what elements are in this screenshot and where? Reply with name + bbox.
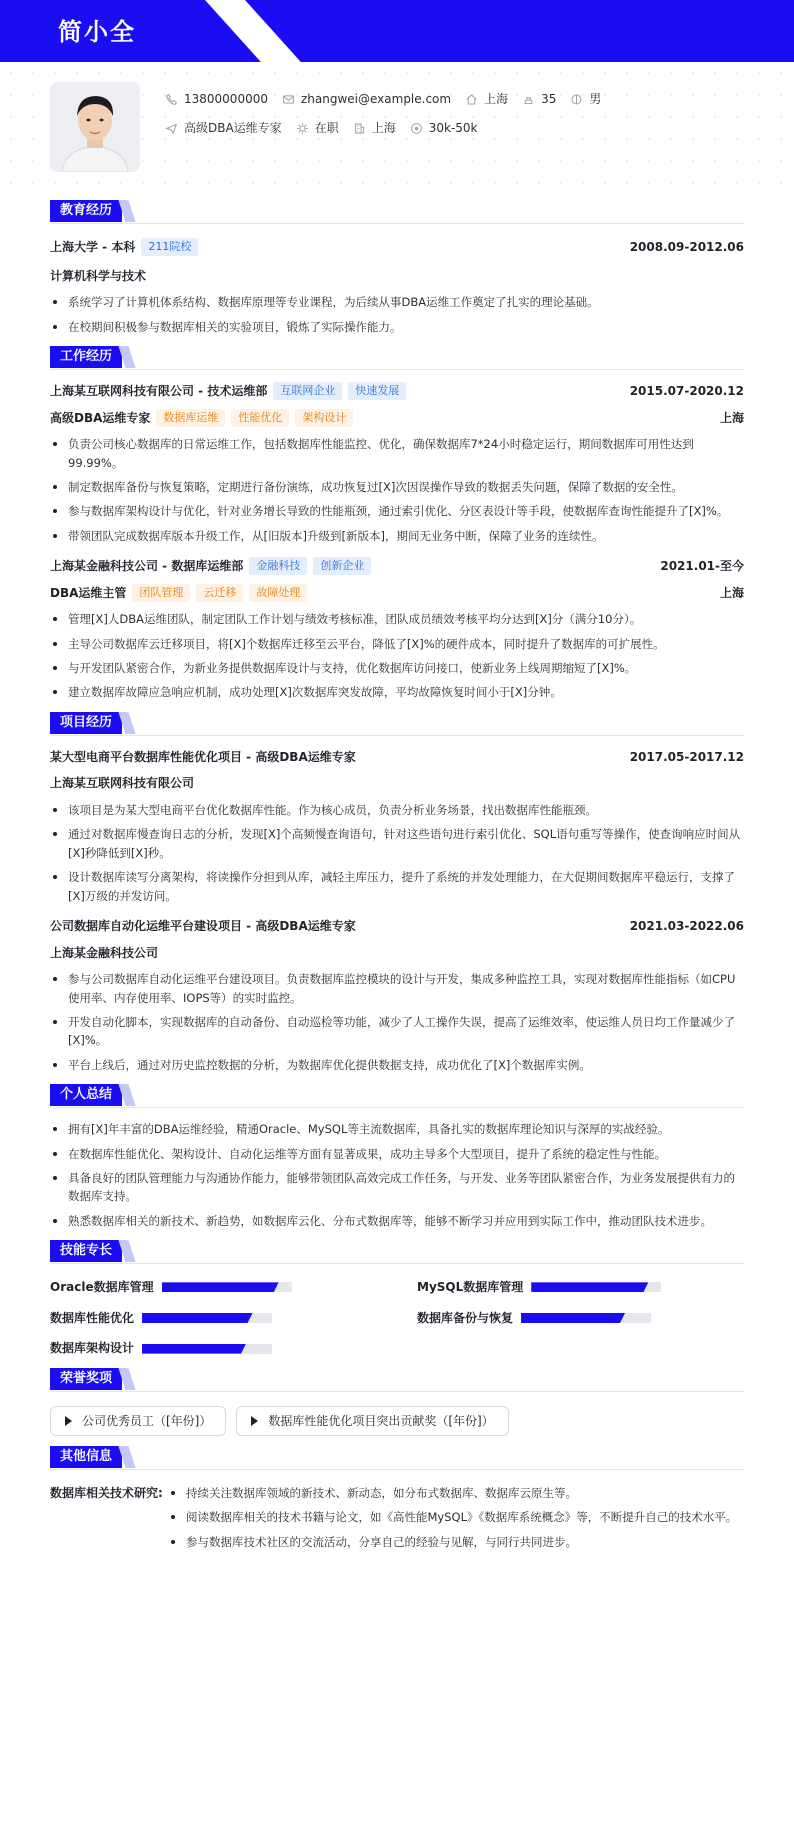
work-entry: [50, 557, 744, 702]
skill-item: [417, 1309, 744, 1328]
location-text: 上海: [484, 92, 509, 106]
list-item: 参与数据库架构设计与优化，针对业务增长导致的性能瓶颈，通过索引优化、分区表设计等手段，使数据库查询性能提升了[X]%。: [50, 502, 744, 520]
work-company-row: [50, 382, 744, 401]
work-date: 2021.01-至今: [660, 559, 744, 574]
list-item: 阅读数据库相关的技术书籍与论文，如《高性能MySQL》《数据库系统概念》等，不断提升自己的技术水平。: [168, 1508, 737, 1526]
skill-item: [417, 1278, 744, 1297]
education-header-row: [50, 238, 744, 257]
list-item: 在数据库性能优化、架构设计、自动化运维等方面有显著成果，成功主导多个大型项目，提升了系统的稳定性与性能。: [50, 1145, 744, 1163]
list-item: 具备良好的团队管理能力与沟通协作能力，能够带领团队高效完成工作任务，与开发、业务等团队紧密合作，为业务发展提供有力的数据库支持。: [50, 1169, 744, 1206]
company-tag: 快速发展: [348, 382, 406, 400]
triangle-icon: [251, 1416, 258, 1426]
salary-item: [410, 119, 478, 138]
list-item: 参与数据库技术社区的交流活动，分享自己的经验与见解，与同行共同进步。: [168, 1533, 737, 1551]
gender-item: [570, 90, 601, 109]
honors-section: [0, 1368, 794, 1436]
summary-bullets: [50, 1120, 744, 1230]
work-bullets: [50, 610, 744, 702]
company-tag: 互联网企业: [273, 382, 342, 400]
role-name: 高级DBA运维专家: [50, 410, 151, 425]
email-text: zhangwei@example.com: [300, 92, 452, 106]
list-item: 与开发团队紧密合作，为新业务提供数据库设计与支持，优化数据库访问接口，使新业务上线周期缩短了[X]%。: [50, 659, 744, 677]
candidate-name: 简小全: [58, 18, 136, 46]
skill-bar-fill: [142, 1313, 253, 1323]
phone-item: [165, 90, 268, 109]
email-item: [282, 90, 451, 109]
list-item: 建立数据库故障应急响应机制，成功处理[X]次数据库突发故障，平均故障恢复时间小于[X]分钟。: [50, 683, 744, 701]
skill-name: Oracle数据库管理: [50, 1280, 154, 1295]
list-item: 负责公司核心数据库的日常运维工作，包括数据库性能监控、优化，确保数据库7*24小时稳定运行，期间数据库可用性达到99.99%。: [50, 435, 744, 472]
list-item: 开发自动化脚本，实现数据库的自动备份、自动巡检等功能，减少了人工操作失误，提高了运维效率，使运维人员日均工作量减少了[X]%。: [50, 1013, 744, 1050]
project-bullets: [50, 801, 744, 905]
skills-grid: [50, 1278, 744, 1358]
education-section: [0, 200, 794, 336]
skill-name: 数据库备份与恢复: [417, 1310, 514, 1325]
list-item: 带领团队完成数据库版本升级工作，从[旧版本]升级到[新版本]，期间无业务中断，保障了业务的连续性。: [50, 527, 744, 545]
role-tag: 团队管理: [132, 584, 190, 602]
honors-title: 荣誉奖项: [50, 1368, 122, 1390]
projects-heading: [50, 712, 744, 736]
summary-heading: [50, 1084, 744, 1108]
triangle-icon: [65, 1416, 72, 1426]
work-role-row: [50, 409, 744, 428]
gender-icon: [570, 93, 583, 106]
company-tag: 创新企业: [313, 557, 371, 575]
project-title: 某大型电商平台数据库性能优化项目 - 高级DBA运维专家: [50, 749, 356, 764]
projects-section: [0, 712, 794, 1074]
role-tag: 数据库运维: [156, 409, 225, 427]
avatar: [50, 82, 140, 172]
project-date: 2021.03-2022.06: [629, 919, 744, 933]
award-item: [50, 1406, 226, 1436]
age-item: [522, 90, 556, 109]
major-row: [50, 267, 744, 286]
other-section: [0, 1446, 794, 1557]
award-item: [236, 1406, 508, 1436]
age-icon: [522, 93, 535, 106]
other-heading: [50, 1446, 744, 1470]
gender-text: 男: [589, 92, 602, 106]
skill-bar-fill: [142, 1344, 246, 1354]
company-name: 上海某互联网科技有限公司 - 技术运维部: [50, 383, 268, 398]
projects-title: 项目经历: [50, 712, 122, 734]
work-date: 2015.07-2020.12: [629, 383, 744, 398]
age-text: 35: [541, 92, 557, 106]
skill-bar-fill: [162, 1282, 279, 1292]
project-bullets: [50, 970, 744, 1074]
skill-name: 数据库性能优化: [50, 1310, 135, 1325]
work-company-row: [50, 557, 744, 576]
education-bullets: [50, 293, 744, 336]
honors-heading: [50, 1368, 744, 1392]
profile-header: [0, 62, 794, 190]
project-entry: [50, 748, 744, 905]
summary-title: 个人总结: [50, 1084, 122, 1106]
role-tag: 性能优化: [231, 409, 289, 427]
education-title: 教育经历: [50, 200, 122, 222]
header-banner: [0, 0, 794, 62]
work-bullets: [50, 435, 744, 545]
award-label: 数据库性能优化项目突出贡献奖（[年份]）: [268, 1413, 494, 1428]
project-entry: [50, 917, 744, 1074]
summary-section: [0, 1084, 794, 1230]
list-item: 平台上线后，通过对历史监控数据的分析，为数据库优化提供数据支持，成功优化了[X]个数据库实例。: [50, 1056, 744, 1074]
school-name: 上海大学 - 本科: [50, 240, 136, 254]
position-item: [165, 119, 282, 138]
skill-item: [50, 1278, 377, 1297]
skill-bar: [142, 1313, 272, 1323]
list-item: 持续关注数据库领域的新技术、新动态，如分布式数据库、数据库云原生等。: [168, 1484, 737, 1502]
skills-title: 技能专长: [50, 1240, 122, 1262]
project-title-row: [50, 748, 744, 767]
salary-text: 30k-50k: [428, 121, 478, 135]
skill-bar-fill: [521, 1313, 625, 1323]
send-icon: [165, 122, 178, 135]
list-item: 主导公司数据库云迁移项目，将[X]个数据库迁移至云平台，降低了[X]%的硬件成本，同时提升了数据库的可扩展性。: [50, 635, 744, 653]
work-city: 上海: [719, 585, 744, 600]
project-org-row: [50, 944, 744, 963]
list-item: 系统学习了计算机体系结构、数据库原理等专业课程，为后续从事DBA运维工作奠定了扎实的理论基础。: [50, 293, 744, 311]
list-item: 参与公司数据库自动化运维平台建设项目。负责数据库监控模块的设计与开发，集成多种监控工具，实现对数据库性能指标（如CPU使用率、内存使用率、IOPS等）的实时监控。: [50, 970, 744, 1007]
company-name: 上海某金融科技公司 - 数据库运维部: [50, 559, 244, 574]
school-tag: 211院校: [141, 238, 198, 256]
location-item: [465, 90, 508, 109]
skill-bar-fill: [531, 1282, 648, 1292]
list-item: 制定数据库备份与恢复策略，定期进行备份演练，成功恢复过[X]次因误操作导致的数据丢失问题，保障了数据的安全性。: [50, 478, 744, 496]
status-text: 在职: [314, 121, 339, 135]
list-item: 管理[X]人DBA运维团队，制定团队工作计划与绩效考核标准，团队成员绩效考核平均分达到[X]分（满分10分）。: [50, 610, 744, 628]
other-content: [50, 1484, 744, 1557]
skill-bar: [531, 1282, 661, 1292]
project-title: 公司数据库自动化运维平台建设项目 - 高级DBA运维专家: [50, 919, 356, 933]
major: 计算机科学与技术: [50, 268, 147, 283]
skill-name: 数据库架构设计: [50, 1341, 135, 1356]
status-item: [296, 119, 339, 138]
status-icon: [296, 122, 309, 135]
skill-name: MySQL数据库管理: [417, 1280, 524, 1295]
project-org-row: [50, 774, 744, 793]
skill-bar: [142, 1344, 272, 1354]
role-tag: 云迁移: [196, 584, 243, 602]
salary-icon: [410, 122, 423, 135]
list-item: 拥有[X]年丰富的DBA运维经验，精通Oracle、MySQL等主流数据库，具备扎实的数据库理论知识与深厚的实战经验。: [50, 1120, 744, 1138]
skill-bar: [521, 1313, 651, 1323]
work-title: 工作经历: [50, 346, 122, 368]
home-icon: [465, 93, 478, 106]
list-item: 设计数据库读写分离架构，将读操作分担到从库，减轻主库压力，提升了系统的并发处理能力，在大促期间数据库平稳运行，支撑了[X]万级的并发访问。: [50, 868, 744, 905]
company-tag: 金融科技: [249, 557, 307, 575]
contact-row-2: [165, 119, 492, 138]
role-tag: 故障处理: [249, 584, 307, 602]
education-date: 2008.09-2012.06: [629, 240, 744, 254]
other-label: 数据库相关技术研究:: [50, 1485, 163, 1500]
skills-section: [0, 1240, 794, 1358]
project-date: 2017.05-2017.12: [629, 749, 744, 764]
work-section: [0, 346, 794, 702]
list-item: 该项目是为某大型电商平台优化数据库性能。作为核心成员，负责分析业务场景，找出数据库性能瓶颈。: [50, 801, 744, 819]
skill-bar: [162, 1282, 292, 1292]
award-label: 公司优秀员工（[年份]）: [82, 1413, 212, 1428]
project-org: 上海某金融科技公司: [50, 945, 159, 960]
awards-list: [50, 1406, 744, 1436]
phone-icon: [165, 93, 178, 106]
building-icon: [353, 122, 366, 135]
email-icon: [282, 93, 295, 106]
project-title-row: [50, 917, 744, 936]
contact-row-1: [165, 90, 615, 109]
education-heading: [50, 200, 744, 224]
work-heading: [50, 346, 744, 370]
skills-heading: [50, 1240, 744, 1264]
role-tag: 架构设计: [295, 409, 353, 427]
phone-text: 13800000000: [184, 92, 268, 106]
work-role-row: [50, 584, 744, 603]
other-bullets: [168, 1484, 737, 1557]
list-item: 通过对数据库慢查询日志的分析，发现[X]个高频慢查询语句，针对这些语句进行索引优化、SQL语句重写等操作，使查询响应时间从[X]秒降低到[X]秒。: [50, 825, 744, 862]
project-org: 上海某互联网科技有限公司: [50, 776, 195, 791]
position-text: 高级DBA运维专家: [184, 121, 282, 135]
role-name: DBA运维主管: [50, 585, 127, 600]
skill-item: [50, 1309, 377, 1328]
list-item: 在校期间积极参与数据库相关的实验项目，锻炼了实际操作能力。: [50, 318, 744, 336]
list-item: 熟悉数据库相关的新技术、新趋势，如数据库云化、分布式数据库等，能够不断学习并应用到实际工作中，推动团队技术进步。: [50, 1212, 744, 1230]
work-city: 上海: [719, 410, 744, 425]
work-entry: [50, 382, 744, 545]
skill-item: [50, 1339, 377, 1358]
other-title: 其他信息: [50, 1446, 122, 1468]
city-item: [353, 119, 396, 138]
city-text: 上海: [371, 121, 396, 135]
